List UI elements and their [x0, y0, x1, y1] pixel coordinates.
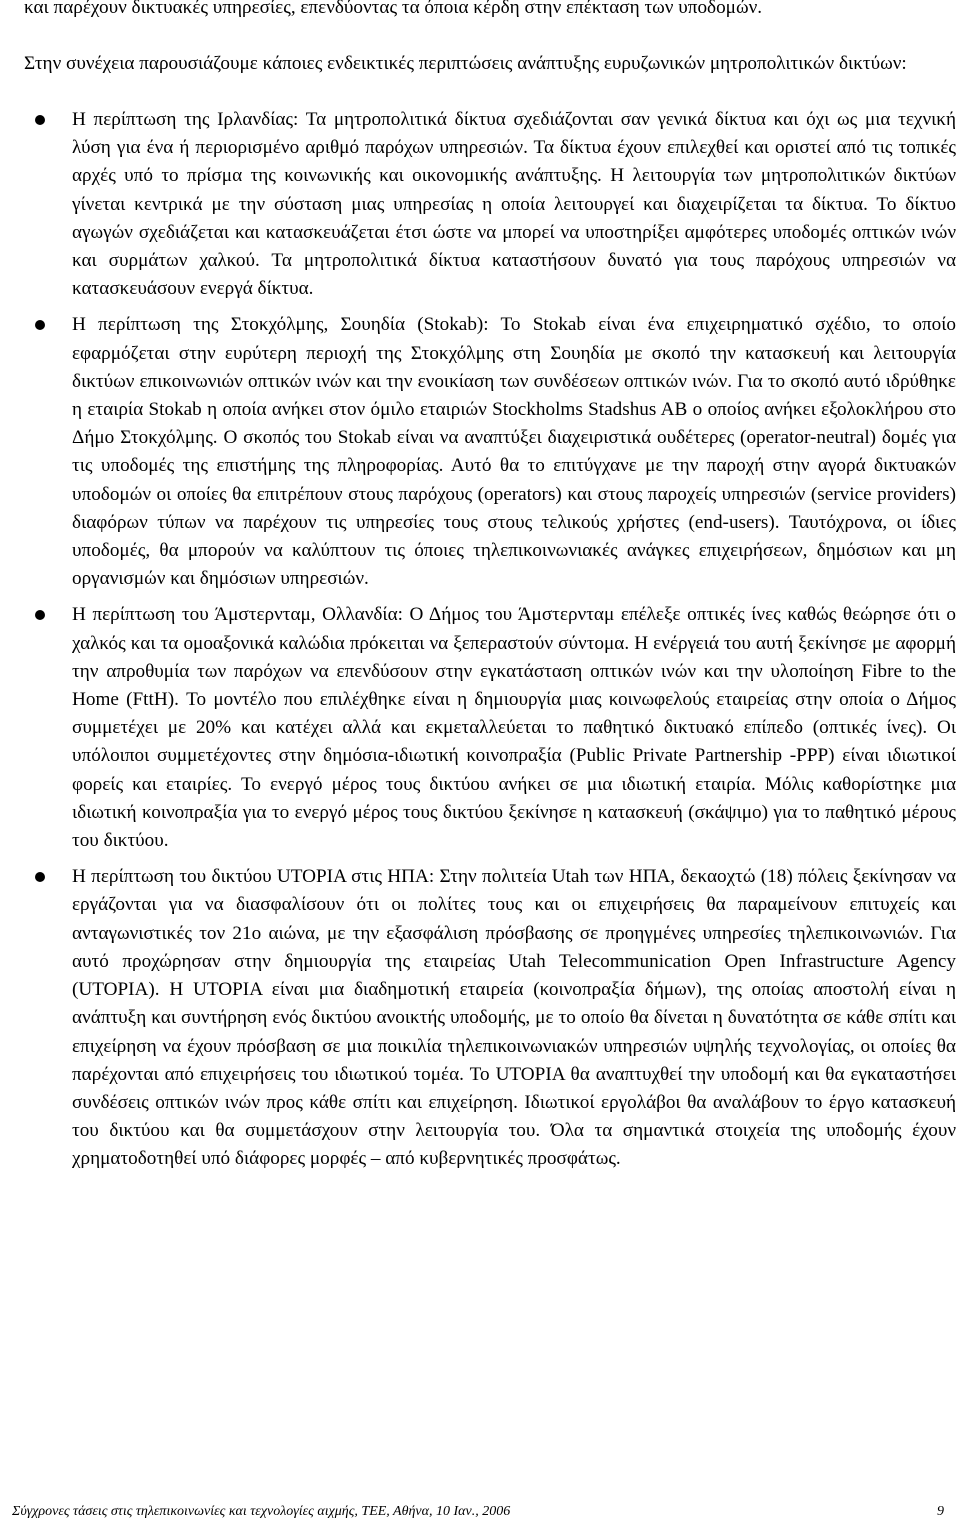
case-ireland	[24, 106, 956, 303]
case-text: Η περίπτωση του Άμστερνταμ, Ολλανδία: Ο Δήμος του Άμστερνταμ επέλεξε οπτικές ίνες καθώς θεώρησε ότι ο χαλκός και τα ομοαξονικά καλώδια πρόκειται να ξεπεραστούν σύντομα. Η ενέργειά του αυτή ξεκίνησε με αφορμή την απροθυμία των παρόχων να επενδύσουν στην εγκατάσταση οπτικών ινών και την υλοποίηση Fibre to the Home (FttH). Το μοντέλο που επιλέχθηκε είναι η δημιουργία μιας κοινωφελούς εταιρείας στην οποία ο Δήμος συμμετέχει με 20% και κατέχει αλλά και εκμεταλλεύεται το παθητικό δικτυακό επίπεδο (οπτικές ίνες). Οι υπόλοιποι συμμετέχοντες στην δημόσια-ιδιωτική κοινοπραξία (Public Private Partnership -PPP) είναι ιδιωτικοί φορείς και εταιρίες. Το ενεργό μέρος τους δικτύου ανήκει σε μια ιδιωτική εταιρία. Μόλις καθορίστηκε μια ιδιωτική κοινοπραξία για το ενεργό μέρος τους δικτύου ξεκίνησε η κατασκευή (σκάψιμο) για το παθητικό μέρους του δικτύου.	[72, 604, 956, 852]
case-stockholm	[24, 311, 956, 593]
bullet-icon	[35, 872, 45, 882]
footer-title: Σύγχρονες τάσεις στις τηλεπικοινωνίες και τεχνολογίες αιχμής, ΤΕΕ, Αθήνα, 10 Ιαν., 2006	[12, 1504, 511, 1519]
continued-paragraph: και παρέχουν δικτυακές υπηρεσίες, επενδύοντας τα όποια κέρδη στην επέκταση των υποδομών.	[24, 0, 763, 18]
case-amsterdam	[24, 601, 956, 855]
intro-paragraph: Στην συνέχεια παρουσιάζουμε κάποιες ενδεικτικές περιπτώσεις ανάπτυξης ευρυζωνικών μητροπολιτικών δικτύων:	[24, 53, 907, 74]
case-studies-list	[24, 106, 956, 1174]
case-text: Η περίπτωση της Ιρλανδίας: Τα μητροπολιτικά δίκτυα σχεδιάζονται σαν γενικά δίκτυα και όχι ως μια τεχνική λύση για ένα ή περιορισμένο αριθμό παρόχων υπηρεσιών. Τα δίκτυα έχουν επιλεχθεί και οριστεί από τις τοπικές αρχές υπό το πρίσμα της κοινωνικής και οικονομικής ανάπτυξης. Η λειτουργία των μητροπολιτικών δικτύων γίνεται κεντρικά με την σύσταση μιας υπηρεσίας η οποία λειτουργεί και διαχειρίζεται τα δίκτυα. Το δίκτυο αγωγών σχεδιάζεται και κατασκευάζεται έτσι ώστε να μπορεί να υποστηρίξει αμφότερες υποδομές οπτικών ινών και συρμάτων χαλκού. Τα μητροπολιτικά δίκτυα καταστήσουν δυνατό για τους παρόχους υπηρεσιών να κατασκευάσουν ενεργά δίκτυα.	[72, 109, 956, 300]
case-text: Η περίπτωση του δικτύου UTOPIA στις ΗΠΑ: Στην πολιτεία Utah των ΗΠΑ, δεκαοχτώ (18) πόλεις ξεκίνησαν να εργάζονται για να διασφαλίσουν ότι οι πολίτες τους και οι επιχειρήσεις θα παραμείνουν επιτυχείς και ανταγωνιστικές τον 21ο αιώνα, με την εξασφάλιση πρόσβασης σε προηγμένες υπηρεσίες τηλεπικοινωνιών. Για αυτό προχώρησαν στην δημιουργία της εταιρείας Utah Telecommunication Open Infrastructure Agency (UTOPIA). Η UTOPIA είναι μια διαδημοτική εταιρεία (κοινοπραξία δήμων), της οποίας αποστολή είναι η ανάπτυξη και συντήρηση ενός δικτύου ανοικτής υποδομής, με το οποίο θα δίνεται η δυνατότητα σε κάθε σπίτι και επιχείρηση να έχουν πρόσβαση σε μια ποικιλία τηλεπικοινωνιακών υπηρεσιών υψηλής τεχνολογίας, οι οποίες θα παρέχονται από επιχειρήσεις του ιδιωτικού τομέα. Το UTOPIA θα αναπτυχθεί την υποδομή και θα εγκαταστήσει συνδέσεις οπτικών ινών προς κάθε σπίτι και επιχείρηση. Ιδιωτικοί εργολάβοι θα αναλάβουν το έργο κατασκευή του δικτύου και θα συμμετάσχουν στην λειτουργία του. Όλα τα σημαντικά στοιχεία της υποδομής έχουν χρηματοδοτηθεί υπό διάφορες μορφές – από κυβερνητικές προσφάτως.	[72, 866, 956, 1170]
case-text: Η περίπτωση της Στοκχόλμης, Σουηδία (Stokab): Το Stokab είναι ένα επιχειρηματικό σχέδιο, το οποίο εφαρμόζεται στην ευρύτερη περιοχή της Στοκχόλμης στη Σουηδία με σκοπό την κατασκευή και λειτουργία δικτύων επικοινωνιών οπτικών ινών και την ενοικίαση των συνδέσεων οπτικών ινών. Για το σκοπό αυτό ιδρύθηκε η εταιρία Stokab η οποία ανήκει στον όμιλο εταιριών Stockholms Stadshus AB ο οποίος ανήκει εξολοκλήρου στο Δήμο Στοκχόλμης. Ο σκοπός του Stokab είναι να αναπτύξει διαχειριστικά ουδέτερες (operator-neutral) δομές για τις υποδομές της επιστήμης της πληροφορίας. Αυτό θα το επιτύγχανε με την παροχή στην αγορά δικτυακών υποδομών οι οποίες θα επιτρέπουν στους παρόχους (operators) και στους παροχείς υπηρεσιών (service providers) διαφόρων τύπων να παρέχουν τις υπηρεσίες τους στους τελικούς χρήστες (end-users). Ταυτόχρονα, οι ίδιες υποδομές, θα μπορούν να καλύπτουν τις όποιες τηλεπικοινωνιακές ανάγκες επιχειρήσεων, δημόσιων και μη οργανισμών και δημόσιων υπηρεσιών.	[72, 314, 956, 590]
page-number: 9	[937, 1504, 944, 1519]
case-utopia	[24, 863, 956, 1173]
bullet-icon	[35, 320, 45, 330]
bullet-icon	[35, 610, 45, 620]
bullet-icon	[35, 115, 45, 125]
